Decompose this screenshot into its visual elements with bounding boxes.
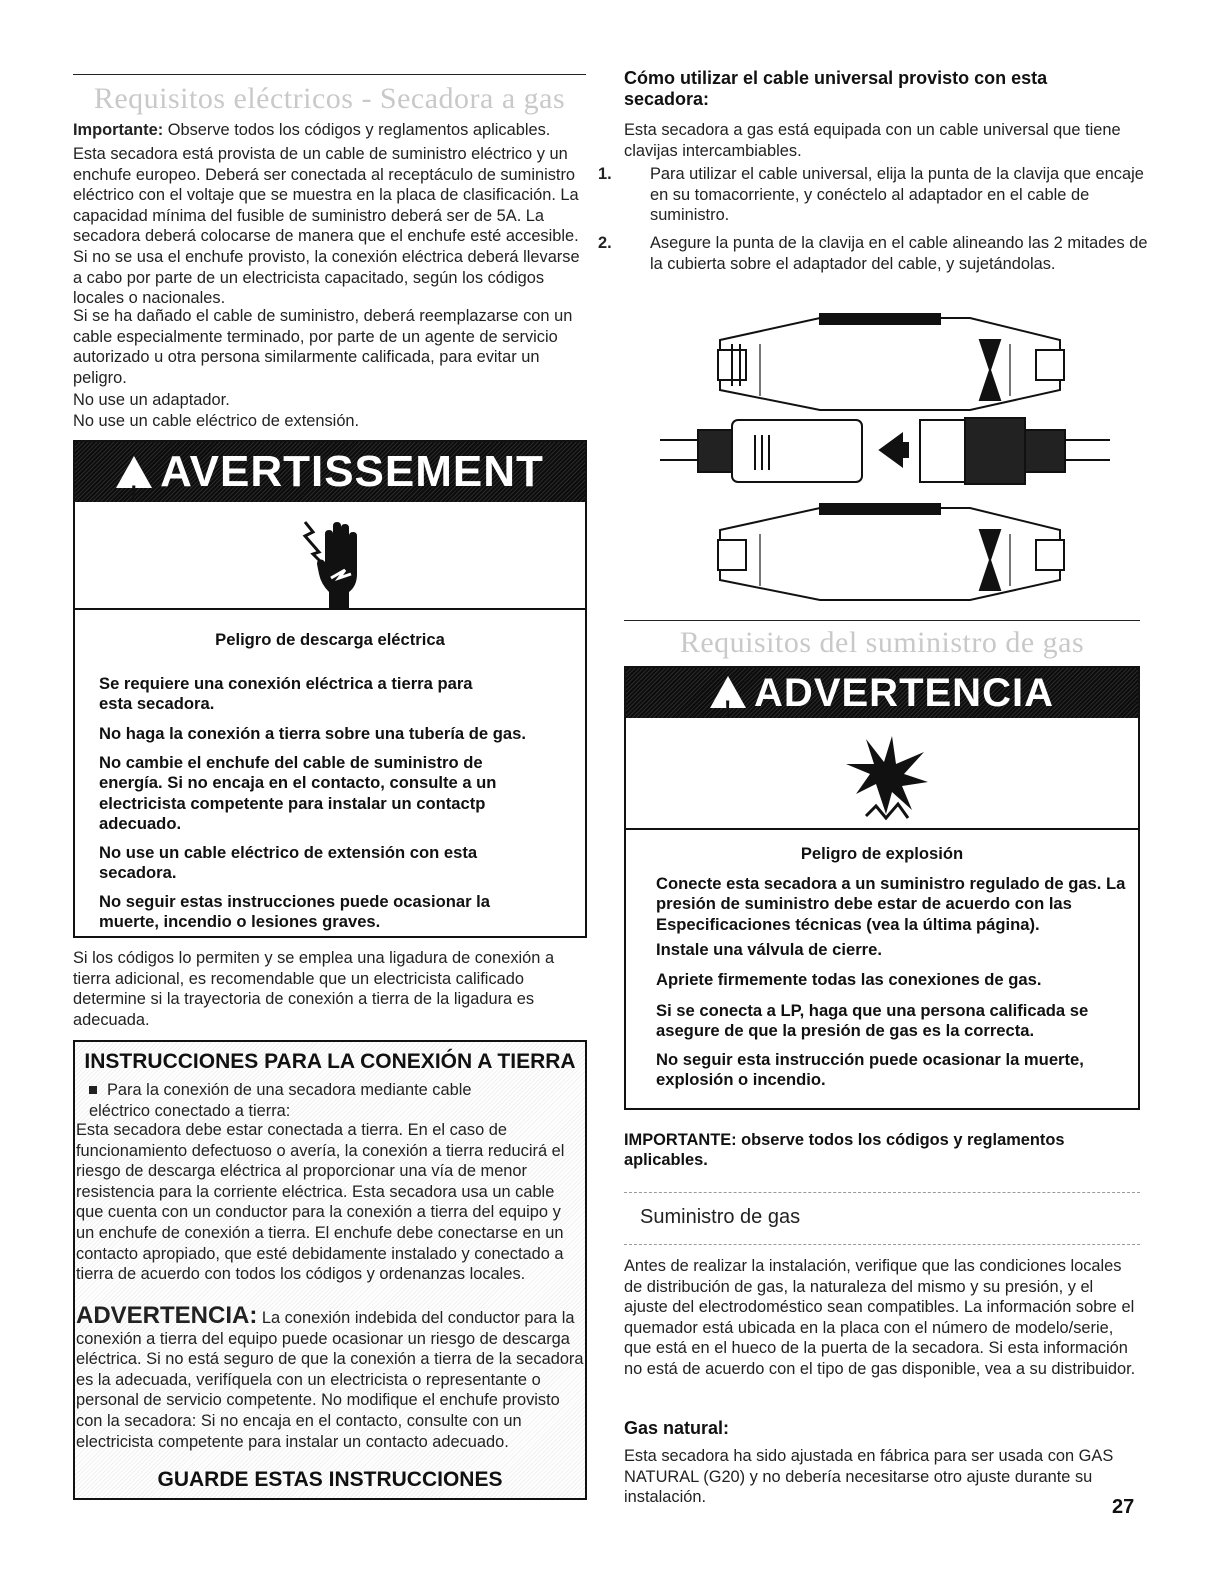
warning-banner [75,442,585,506]
warning-item-4: Si se conecta a LP, haga que una persona calificada se asegure de que la presión de gas es la correcta. [656,1001,1089,1041]
important-label: Importante: [73,121,164,139]
electrical-paragraph-3: No use un adaptador. [73,391,230,409]
section-title-electrical: Requisitos eléctricos - Secadora a gas [93,82,566,115]
right-section-rule [624,620,1140,621]
warning-item-5: No seguir esta instrucción puede ocasionar la muerte, explosión o incendio. [656,1050,1084,1090]
warning-item-1: Se requiere una conexión eléctrica a tierra para esta secadora. [99,674,473,714]
warning-banner [626,668,1138,721]
adapter-cover-top [718,314,1064,410]
cable-and-plug [660,418,1110,484]
instructions-bullet [89,1080,529,1121]
warning-divider [626,828,1138,830]
universal-cable-diagram [640,300,1140,610]
instructions-title: INSTRUCCIONES PARA LA CONEXIÓN A TIERRA [84,1050,576,1073]
warning-banner-text: AVERTISSEMENT [160,447,544,496]
electric-shock-hand-icon [295,512,375,612]
step-text: Asegure la punta de la clavija en el cable alineando las 2 mitades de la cubierta sobre el adaptador del cable, y sujetándolas. [650,234,1148,273]
warning-title: Peligro de descarga eléctrica [215,630,445,649]
instructions-bullet-text: Para la conexión de una secadora mediante cable eléctrico conectado a tierra: [89,1081,472,1120]
bullet-icon [89,1086,97,1094]
step-text: Para utilizar el cable universal, elija la punta de la clavija que encaje en su tomacorriente, y conéctelo al adaptador en el cable de suministro. [650,165,1144,225]
gas-supply-heading: Suministro de gas [640,1206,801,1228]
gas-supply-top-rule [624,1192,1140,1193]
warning-item-2: No haga la conexión a tierra sobre una tubería de gas. [99,724,526,743]
warning-banner-text: ADVERTENCIA [754,671,1054,715]
grounding-paragraph: Si los códigos lo permiten y se emplea una ligadura de conexión a tierra adicional, es recomendable que un electricista calificado determine si la trayectoria de conexión a tierra de la ligadura es adecuada. [73,949,555,1029]
advertencia-text: La conexión indebida del conductor para la conexión a tierra del equipo puede ocasionar un riesgo de descarga eléctrica. Si no está seguro de que la conexión a tierra de la secadora es la adecuada, verifíquela con un electricista o representante o personal de servicio competente. No modifique el enchufe provisto con la secadora: Si no encaja en el contacto, consulte con un electricista competente para instalar un contacto adecuado. [76,1309,584,1451]
cable-intro: Esta secadora a gas está equipada con un cable universal que tiene clavijas intercambiables. [624,121,1121,160]
warning-triangle-icon: ! [710,676,746,708]
warning-item-3: Apriete firmemente todas las conexiones de gas. [656,970,1042,989]
instructions-advertencia [76,1302,584,1452]
warning-item-4: No use un cable eléctrico de extensión con esta secadora. [99,843,478,883]
advertencia-label: ADVERTENCIA: [76,1302,258,1329]
important-text: Observe todos los códigos y reglamentos aplicables. [163,121,551,139]
electrical-paragraph-2: Si se ha dañado el cable de suministro, deberá reemplazarse con un cable especialmente terminado, por parte de un agente de servicio autorizado u otra persona similarmente calificada, para evitar un peligro. [73,307,573,387]
section-title-gas: Requisitos del suministro de gas [679,626,1085,659]
gas-warning-box [624,666,1140,1110]
instructions-footer: GUARDE ESTAS INSTRUCCIONES [157,1468,503,1491]
warning-divider [75,608,585,610]
left-top-rule [73,74,586,75]
cable-step-2 [598,233,1150,274]
important-gas-note: IMPORTANTE: observe todos los códigos y reglamentos aplicables. [624,1131,1065,1170]
gas-supply-text: Antes de realizar la instalación, verifique que las condiciones locales de distribución de gas, la naturaleza del mismo y su presión, y el ajuste del electrodoméstico sean compatibles. La información sobre el quemador está ubicada en la placa con el número de modelo/serie, que está en el hueco de la puerta de la secadora. Si esta información no está de acuerdo con el tipo de gas disponible, vea a su distribuidor. [624,1257,1136,1378]
cable-step-1 [598,164,1150,226]
electrical-warning-box [73,440,587,938]
natural-gas-heading: Gas natural: [624,1418,730,1438]
important-note [73,120,593,141]
electrical-paragraph-1: Esta secadora está provista de un cable de suministro eléctrico y un enchufe europeo. Deberá ser conectada al receptáculo de suministro eléctrico con el voltaje que se muestra en la placa de clasificación. La capacidad mínima del fusible de suministro deberá ser de 5A. La secadora deberá colocarse de manera que el enchufe esté accesible. Si no se usa el enchufe provisto, la conexión eléctrica deberá llevarse a cabo por parte de un electricista capacitado, según los códigos locales o nacionales. [73,145,580,308]
warning-item-3: No cambie el enchufe del cable de suministro de energía. Si no encaja en el contacto, consulte a un electricista competente para instalar un contactp adecuado. [99,753,497,834]
electrical-paragraph-4: No use un cable eléctrico de extensión. [73,412,360,430]
grounding-instructions-box [73,1040,587,1500]
gas-supply-bottom-rule [624,1244,1140,1245]
page-number: 27 [1112,1496,1135,1518]
warning-triangle-icon: ! [116,456,152,488]
adapter-cover-bottom [718,504,1064,600]
step-number: 1. [598,165,612,183]
cable-heading: Cómo utilizar el cable universal provisto con esta secadora: [624,68,1048,109]
warning-item-2: Instale una válvula de cierre. [656,940,882,959]
warning-title: Peligro de explosión [800,844,964,863]
explosion-icon [836,734,936,824]
warning-item-5: No seguir estas instrucciones puede ocasionar la muerte, incendio o lesiones graves. [99,892,491,932]
warning-item-1: Conecte esta secadora a un suministro regulado de gas. La presión de suministro debe estar de acuerdo con las Especificaciones técnicas (vea la última página). [656,874,1126,934]
step-number: 2. [598,234,612,252]
instructions-body: Esta secadora debe estar conectada a tierra. En el caso de funcionamiento defectuoso o avería, la conexión a tierra reducirá el riesgo de descarga eléctrica al proporcionar una vía de menor resistencia para la corriente eléctrica. Esta secadora usa un cable que cuenta con un conductor para la conexión a tierra del equipo y un enchufe de conexión a tierra. El enchufe debe conectarse en un contacto apropiado, que esté debidamente instalado y conectado a tierra de acuerdo con todos los códigos y ordenanzas locales. [76,1121,565,1284]
natural-gas-text: Esta secadora ha sido ajustada en fábrica para ser usada con GAS NATURAL (G20) y no debería necesitarse otro ajuste durante su instalación. [624,1447,1114,1507]
